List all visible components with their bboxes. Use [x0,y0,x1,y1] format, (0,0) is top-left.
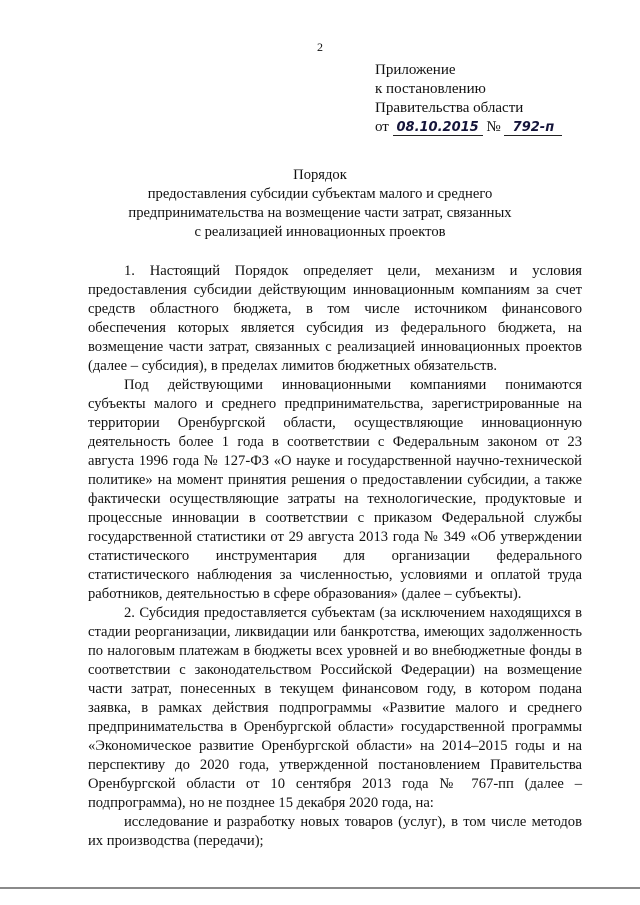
page-number: 2 [317,40,323,54]
appendix-block [375,61,562,137]
paragraph-2: Под действующими инновационными компаниями понимаются субъекты малого и среднего предпринимательства, зарегистрированные на территории Оренбургской области, осуществляющие инновационную деятельность более 1 года в соответствии с Федеральным законом от 23 августа 1996 года № 127-ФЗ «О науке и государственной научно-технической политике» на момент принятия решения о предоставлении субсидии, а также фактически осуществляющие затраты на технологические, продуктовые и процессные инновации в соответствии с приказом Федеральной службы государственной статистики от 29 августа 2013 года № 349 «Об утверждении статистического инструментария для организации федерального статистического наблюдения за численностью, условиями и оплатой труда работников, деятельностью в сфере образования» (далее – субъекты). [88,377,582,602]
from-label: от [375,119,389,135]
document-body [88,262,582,851]
title-line-1: Порядок [293,167,347,183]
title-line-4: с реализацией инновационных проектов [194,224,446,240]
appendix-line-2: к постановлению [375,81,486,97]
appendix-date-line [375,118,562,137]
title-line-2: предоставления субсидии субъектам малого и среднего [147,186,493,202]
handwritten-number: 792-п [504,121,562,136]
number-label: № [486,119,501,135]
appendix-line-3: Правительства области [375,100,524,116]
scan-bottom-edge [0,887,640,889]
title-line-3: предпринимательства на возмещение части затрат, связанных [128,205,512,221]
paragraph-1: 1. Настоящий Порядок определяет цели, механизм и условия предоставления субсидии действующим инновационным компаниям за счет средств областного бюджета, в том числе источником финансового обеспечения которых является субсидия из федерального бюджета, на возмещение части затрат, связанных с реализацией инновационных проектов (далее – субсидия), в пределах лимитов бюджетных обязательств. [88,263,582,374]
appendix-line-1: Приложение [375,62,456,78]
handwritten-date: 08.10.2015 [393,121,483,136]
document-title [0,166,640,242]
paragraph-3: 2. Субсидия предоставляется субъектам (за исключением находящихся в стадии реорганизации, ликвидации или банкротства, имеющих задолженность по налоговым платежам в бюджеты всех уровней и во внебюджетные фонды в соответствии с законодательством Российской Федерации) на возмещение части затрат, понесенных в текущем финансовом году, в котором подана заявка, в рамках действия подпрограммы «Развитие малого и среднего предпринимательства в Оренбургской области» государственной программы «Экономическое развитие Оренбургской области» на 2014–2015 годы и на перспективу до 2020 года, утвержденной постановлением Правительства Оренбургской области от 10 сентября 2013 года № 767-пп (далее – подпрограмма), но не позднее 15 декабря 2020 года, на: [88,605,582,811]
paragraph-4: исследование и разработку новых товаров (услуг), в том числе методов их производства (передачи); [88,814,582,849]
